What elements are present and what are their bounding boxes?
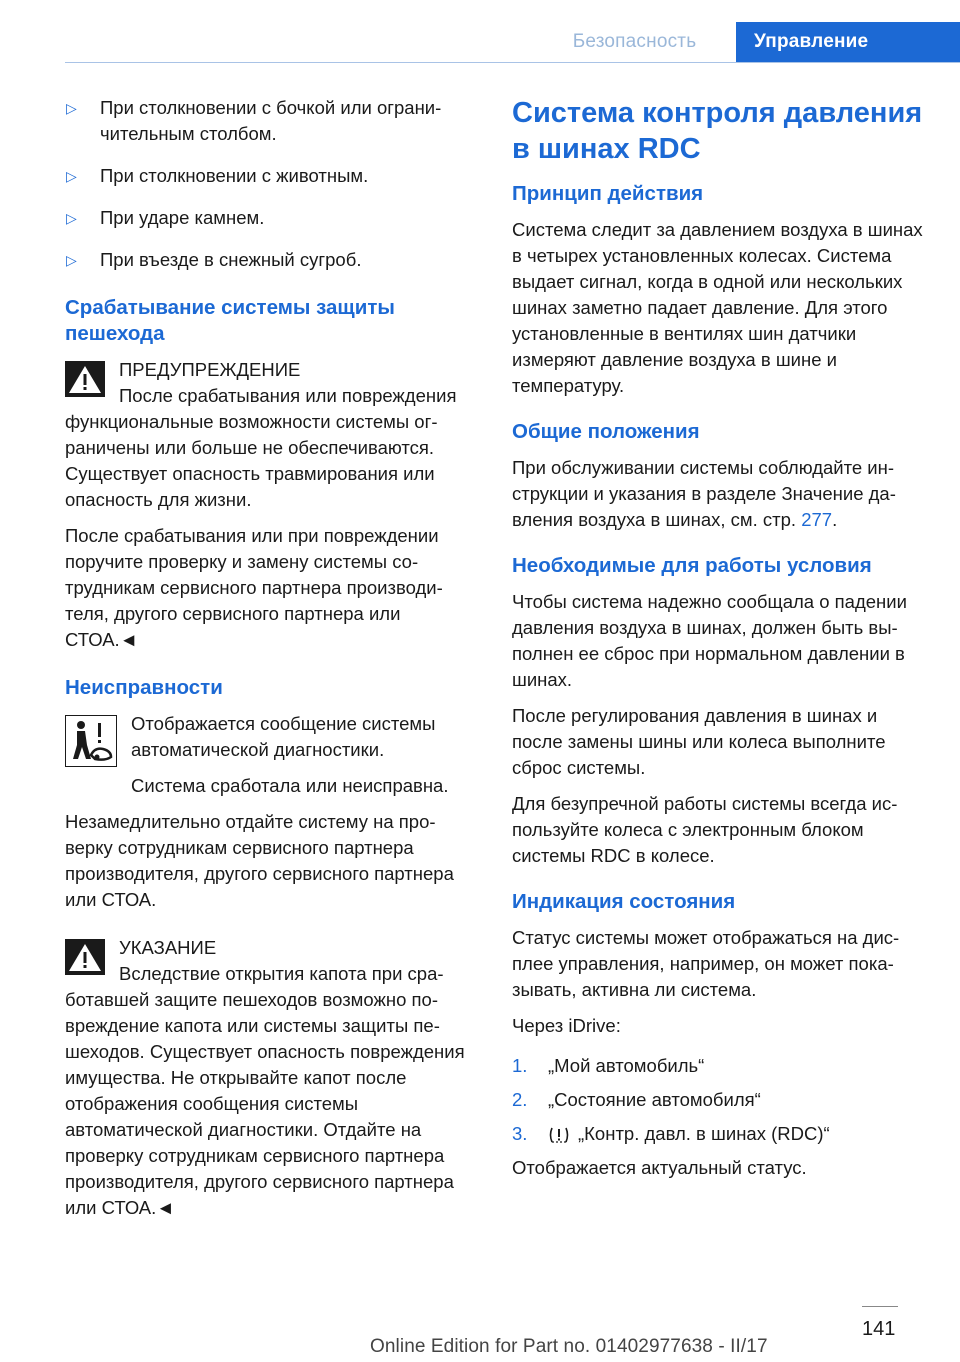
warning-block: [65, 357, 477, 513]
note-text: Вследствие открытия капота при сработавшей защите пешеходов возможно повреждение капота или системы защиты пешеходов. Существует опасность повреждения имущества. Не открывайте капот после отображения сообщения системы автоматической диагностики. Отдайте на проверку сотрудникам сервисного партнера производителя, другого сервисного партнера или СТОА.◄: [65, 963, 465, 1218]
paragraph: Чтобы система надежно сообщала о падении давления воздуха в шинах, должен быть выполнен ее сброс при нормальном давлении в шинах.: [512, 591, 907, 690]
fault-state: Система сработала или неисправна.: [131, 775, 449, 796]
triangle-bullet-icon: ▷: [66, 210, 77, 226]
heading-faults: Неисправности: [65, 676, 223, 699]
fault-message: Отображается сообщение системы автоматической диагностики.: [131, 713, 436, 760]
paragraph: Для безупречной работы системы всегда используйте колеса с электронным блоком системы RDC в колесе.: [512, 793, 898, 866]
paragraph: После регулирования давления в шинах и после замены шины или колеса выполните сброс системы.: [512, 705, 886, 778]
right-column: [512, 95, 927, 1191]
note-block: [65, 935, 477, 1221]
tab-safety[interactable]: Безопасность: [572, 31, 697, 52]
paragraph: Через iDrive:: [512, 1015, 621, 1036]
warning-triangle-icon: [65, 939, 105, 975]
tire-pressure-icon: [548, 1126, 570, 1144]
header-rule: [65, 62, 960, 63]
triangle-bullet-icon: ▷: [66, 100, 77, 116]
heading-conditions: Необходимые для работы условия: [512, 554, 872, 577]
paragraph: Статус системы может отображаться на дисплее управления, например, он может показывать, активна ли система.: [512, 927, 900, 1000]
tab-controls[interactable]: Управление: [736, 22, 960, 62]
list-item: ▷ При въезде в снежный сугроб.: [65, 247, 477, 273]
heading-rdc: Система контроля давления в шинах RDC: [512, 97, 923, 165]
fault-block: [65, 711, 477, 799]
heading-status: Индикация состояния: [512, 890, 736, 913]
warning-label: ПРЕДУПРЕЖДЕНИЕ: [119, 359, 301, 380]
list-item: 2. „Состояние автомобиля“: [512, 1089, 761, 1110]
paragraph: При обслуживании системы соблюдайте инструкции и указания в разделе Значение давления воздуха в шинах, см. стр. 277.: [512, 457, 896, 530]
left-column: [65, 95, 477, 1221]
paragraph: После срабатывания или при повреждении поручите проверку и замену системы сотрудникам сервисного партнера производителя, другого сервисного партнера или СТОА.◄: [65, 525, 443, 650]
note-label: УКАЗАНИЕ: [119, 937, 217, 958]
heading-principle: Принцип действия: [512, 182, 704, 205]
warning-triangle-icon: [65, 361, 105, 397]
heading-general: Общие положения: [512, 420, 700, 443]
list-item: ▷ При столкновении с животным.: [65, 163, 477, 189]
paragraph: Система следит за давлением воздуха в шинах в четырех установленных колесах. Система выдает сигнал, когда в одной или нескольких шинах заметно падает давление. Для этого установленные в вентилях шин датчики измеряют давление воздуха в шине и температуру.: [512, 219, 923, 396]
heading-pedestrian-protection: Срабатывание системы защиты пешехода: [65, 296, 395, 345]
triangle-bullet-icon: ▷: [66, 252, 77, 268]
page-number: 141: [862, 1318, 896, 1340]
list-item: 3. „Контр. давл. в шинах (RDC)“: [512, 1123, 830, 1144]
paragraph: Незамедлительно отдайте систему на проверку сотрудникам сервисного партнера производителя, другого сервисного партнера или СТОА.: [65, 811, 454, 910]
paragraph: Отображается актуальный статус.: [512, 1157, 807, 1178]
list-item: ▷ При ударе камнем.: [65, 205, 477, 231]
footer-edition: Online Edition for Part no. 01402977638 - II/17: [370, 1336, 768, 1357]
header-tabs: [533, 22, 960, 62]
page-number-rule: [862, 1306, 898, 1307]
list-item: ▷ При столкновении с бочкой или ограничительным столбом.: [65, 95, 477, 147]
pedestrian-protection-icon: [65, 715, 117, 767]
triangle-bullet-icon: ▷: [66, 168, 77, 184]
list-item: 1. „Мой автомобиль“: [512, 1055, 705, 1076]
page-link[interactable]: 277: [801, 509, 833, 530]
warning-text: После срабатывания или повреждения функциональные возможности системы ограничены или больше не обеспечиваются. Существует опасность травмирования или опасность для жизни.: [65, 385, 457, 510]
